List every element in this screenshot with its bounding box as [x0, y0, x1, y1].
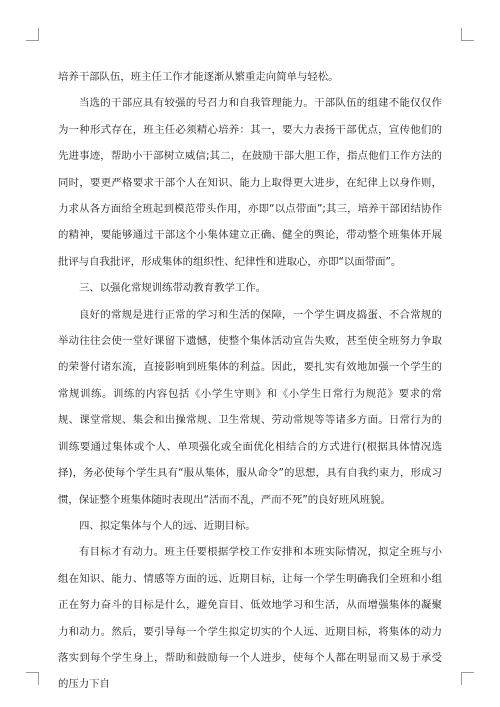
paragraph-2: 当选的干部应具有较强的号召力和自我管理能力。干部队伍的组建不能仅仅作为一种形式存在，班主任必须精心培养：其一，要大力表扬干部优点，宣传他们的先进事迹，帮助小干部树立威信;其二，在鼓励干部大胆工作，指点他们工作方法的同时，要更严格要求干部个人在知识、能力上取得更大进步，在纪律上以身作则，力求从各方面给全班起到模范带头作用，亦即“以点带面”;其三，培养干部团结协作的精神，要能够通过干部这个小集体建立正确、健全的舆论，带动整个班集体开展批评与自我批评，形成集体的组织性、纪律性和进取心，亦即“以面带面”。 [58, 97, 442, 268]
paragraph-1: 培养干部队伍，班主任工作才能逐渐从繁重走向简单与轻松。 [58, 71, 339, 83]
section-heading-3: 三、以强化常规训练带动教育教学工作。 [79, 282, 267, 295]
crop-mark-top-left [26, 28, 39, 41]
document-body [58, 64, 442, 698]
crop-mark-top-right [461, 28, 474, 41]
paragraph-4: 有目标才有动力。班主任要根据学校工作安排和本班实际情况，拟定全班与小组在知识、能力、情感等方面的远、近期目标，让每一个学生明确我们全班和小组正在努力奋斗的目标是什么，避免盲目、低效地学习和生活，从而增强集体的凝聚力和动力。然后，要引导每一个学生拟定切实的个人远、近期目标，将集体的动力落实到每个学生身上，帮助和鼓励每一个人进步，使每个人都在明显而又易于承受的压力下自 [58, 546, 442, 691]
section-heading-4: 四、拟定集体与个人的远、近期目标。 [79, 519, 256, 532]
crop-mark-bottom-left [26, 672, 39, 685]
crop-mark-bottom-right [461, 672, 474, 685]
paragraph-3: 良好的常规是进行正常的学习和生活的保障，一个学生调皮捣蛋、不合常规的举动往往会使一堂好课留下遗憾，使整个集体活动宣告失败，甚至使全班努力争取的荣誉付诸东流，直接影响到班集体的利益。因此，要扎实有效地加强一个学生的常规训练。训练的内容包括《小学生守则》和《小学生日常行为规范》要求的常规、课堂常规、集会和出操常规、卫生常规、劳动常规等等诸多方面。日常行为的训练要通过集体或个人、单项强化或全面优化相结合的方式进行(根据具体情况选择)，务必使每个学生具有“服从集体，服从命令”的思想，具有自我约束力，形成习惯，保证整个班集体随时表现出“活而不乱，严而不死”的良好班风班貌。 [58, 308, 442, 506]
